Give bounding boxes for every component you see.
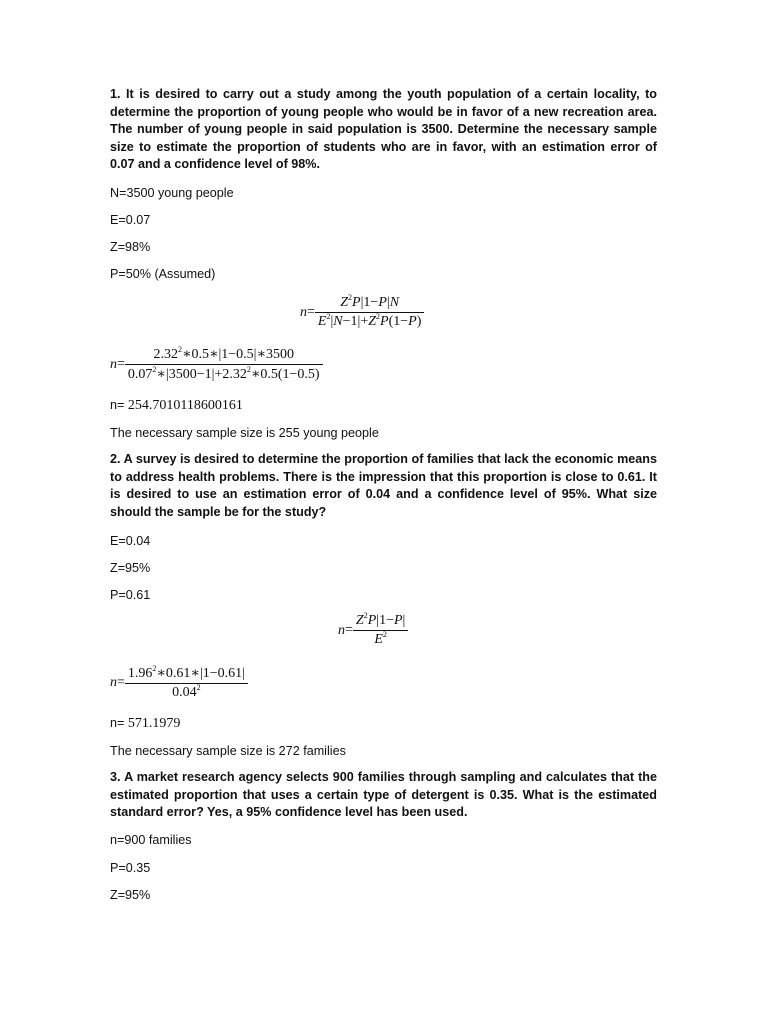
question-1: 1. It is desired to carry out a study among the youth population of a certain locality, to determine the proportion of young people who would be in favor of a new recreation area. The number of young people in said population is 3500. Determine the necessary sample size to estimate the proportion of students who are in favor, with an estimation error of 0.07 and a confidence level of 98%.	[110, 87, 657, 172]
given-p: P=50% (Assumed)	[110, 267, 216, 281]
given-e: E=0.04	[110, 534, 151, 548]
question-3: 3. A market research agency selects 900 families through sampling and calculates that the estimated proportion that uses a certain type of detergent is 0.35. What is the estimated standard error? Yes, a 95% confidence level has been used.	[110, 770, 657, 820]
formula-infinite-population: n= $\frac{Z^2P|1-P|}{E^2}$	[338, 613, 408, 648]
given-p: P=0.35	[110, 861, 151, 875]
result-1: n= 254.7010118600161	[110, 398, 243, 413]
formula-substituted-2: n= $\frac{1.96^2∗0.61∗|1-0.61|}{0.04^2}$	[110, 665, 248, 701]
conclusion-2: The necessary sample size is 272 families	[110, 744, 346, 758]
given-n: n=900 families	[110, 833, 192, 847]
given-z: Z=95%	[110, 888, 151, 902]
conclusion-1: The necessary sample size is 255 young people	[110, 426, 379, 440]
given-z: Z=95%	[110, 561, 151, 575]
given-p: P=0.61	[110, 588, 151, 602]
given-n: N=3500 young people	[110, 186, 234, 200]
formula-substituted-1: n= $\frac{2.32^2∗0.5∗|1-0.5|∗3500}{0.07^2∗|3500-1|+2.32^2∗0.5(1-0.5)}$	[110, 346, 323, 383]
formula-finite-population: n= $\frac{Z^2P|1-P|N}{E^2|N-1|+Z^2P(1-P)}$	[300, 295, 424, 330]
question-2: 2. A survey is desired to determine the proportion of families that lack the economic means to address health problems. There is the impression that this proportion is close to 0.61. It is desired to use an estimation error of 0.04 and a confidence level of 95%. What size should the sample be for the study?	[110, 452, 657, 519]
result-2: n= 571.1979	[110, 716, 181, 731]
given-e: E=0.07	[110, 213, 151, 227]
given-z: Z=98%	[110, 240, 151, 254]
